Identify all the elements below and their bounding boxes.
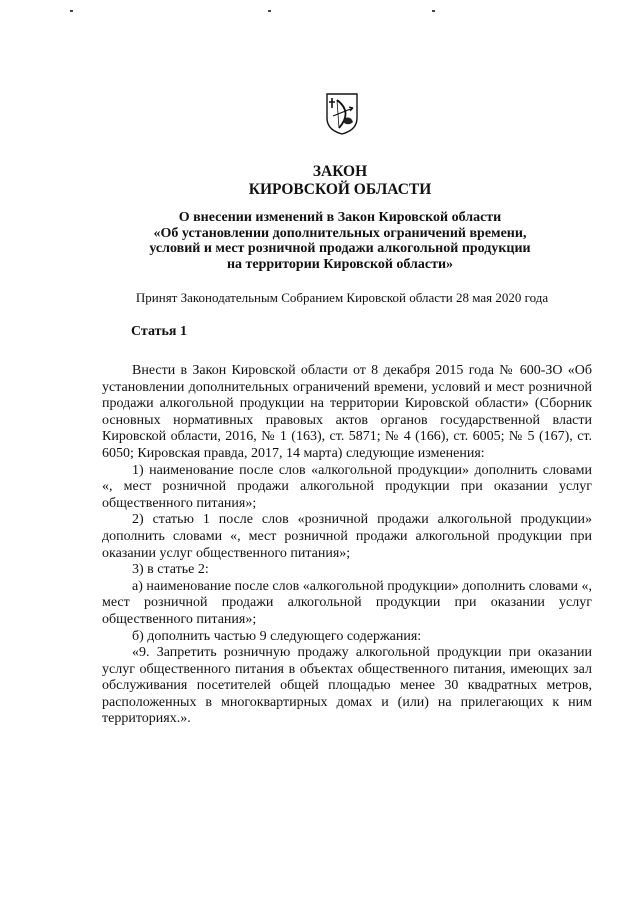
scan-artifact <box>432 10 435 12</box>
subject-line: «Об установлении дополнительных ограничений времени, <box>153 225 527 241</box>
article-paragraph: 3) в статье 2: <box>132 562 209 578</box>
region-title: КИРОВСКОЙ ОБЛАСТИ <box>248 181 432 198</box>
law-subject <box>110 210 570 272</box>
article-paragraph: 2) статью 1 после слов «розничной продажи алкогольной продукции» дополнить словами «, мест розничной продажи алкогольной продукции при оказании услуг общественного питания»; <box>102 512 592 561</box>
article-heading: Статья 1 <box>131 324 187 339</box>
article-paragraph: 1) наименование после слов «алкогольной продукции» дополнить словами «, мест розничной продажи алкогольной продукции при оказании услуг общественного питания»; <box>102 462 592 511</box>
scan-artifact <box>268 10 271 12</box>
subject-line: условий и мест розничной продажи алкогольной продукции <box>149 241 531 256</box>
coat-of-arms-icon <box>325 92 359 136</box>
adoption-note: Принят Законодательным Собранием Кировской области 28 мая 2020 года <box>135 290 549 305</box>
subject-line: О внесении изменений в Закон Кировской области <box>178 210 502 225</box>
article-paragraph: Внести в Закон Кировской области от 8 декабря 2015 года № 600-ЗО «Об установлении дополнительных ограничений времени, условий и мест розничной продажи алкогольной продукции на территории Кировской области» (Сборник основных нормативных правовых актов органов государственной власти Кировской области, 2016, № 1 (163), ст. 5871; № 4 (166), ст. 6005; № 5 (167), ст. 6050; Кировская правда, 2017, 14 марта) следующие изменения: <box>102 363 592 461</box>
article-paragraph: а) наименование после слов «алкогольной продукции» дополнить словами «, мест розничной продажи алкогольной продукции при оказании услуг общественного питания»; <box>102 578 592 627</box>
article-paragraph: «9. Запретить розничную продажу алкогольной продукции при оказании услуг общественного питания в объектах общественного питания, имеющих зал обслуживания посетителей общей площадью менее 30 квадратных метров, расположенных в многоквартирных домах и (или) на прилегающих к ним территориях.». <box>102 645 592 727</box>
scan-artifact <box>70 10 73 12</box>
article-paragraph: б) дополнить частью 9 следующего содержания: <box>132 628 422 644</box>
subject-line: на территории Кировской области» <box>226 256 454 272</box>
article-body <box>102 363 592 728</box>
law-title: ЗАКОН <box>312 163 368 180</box>
